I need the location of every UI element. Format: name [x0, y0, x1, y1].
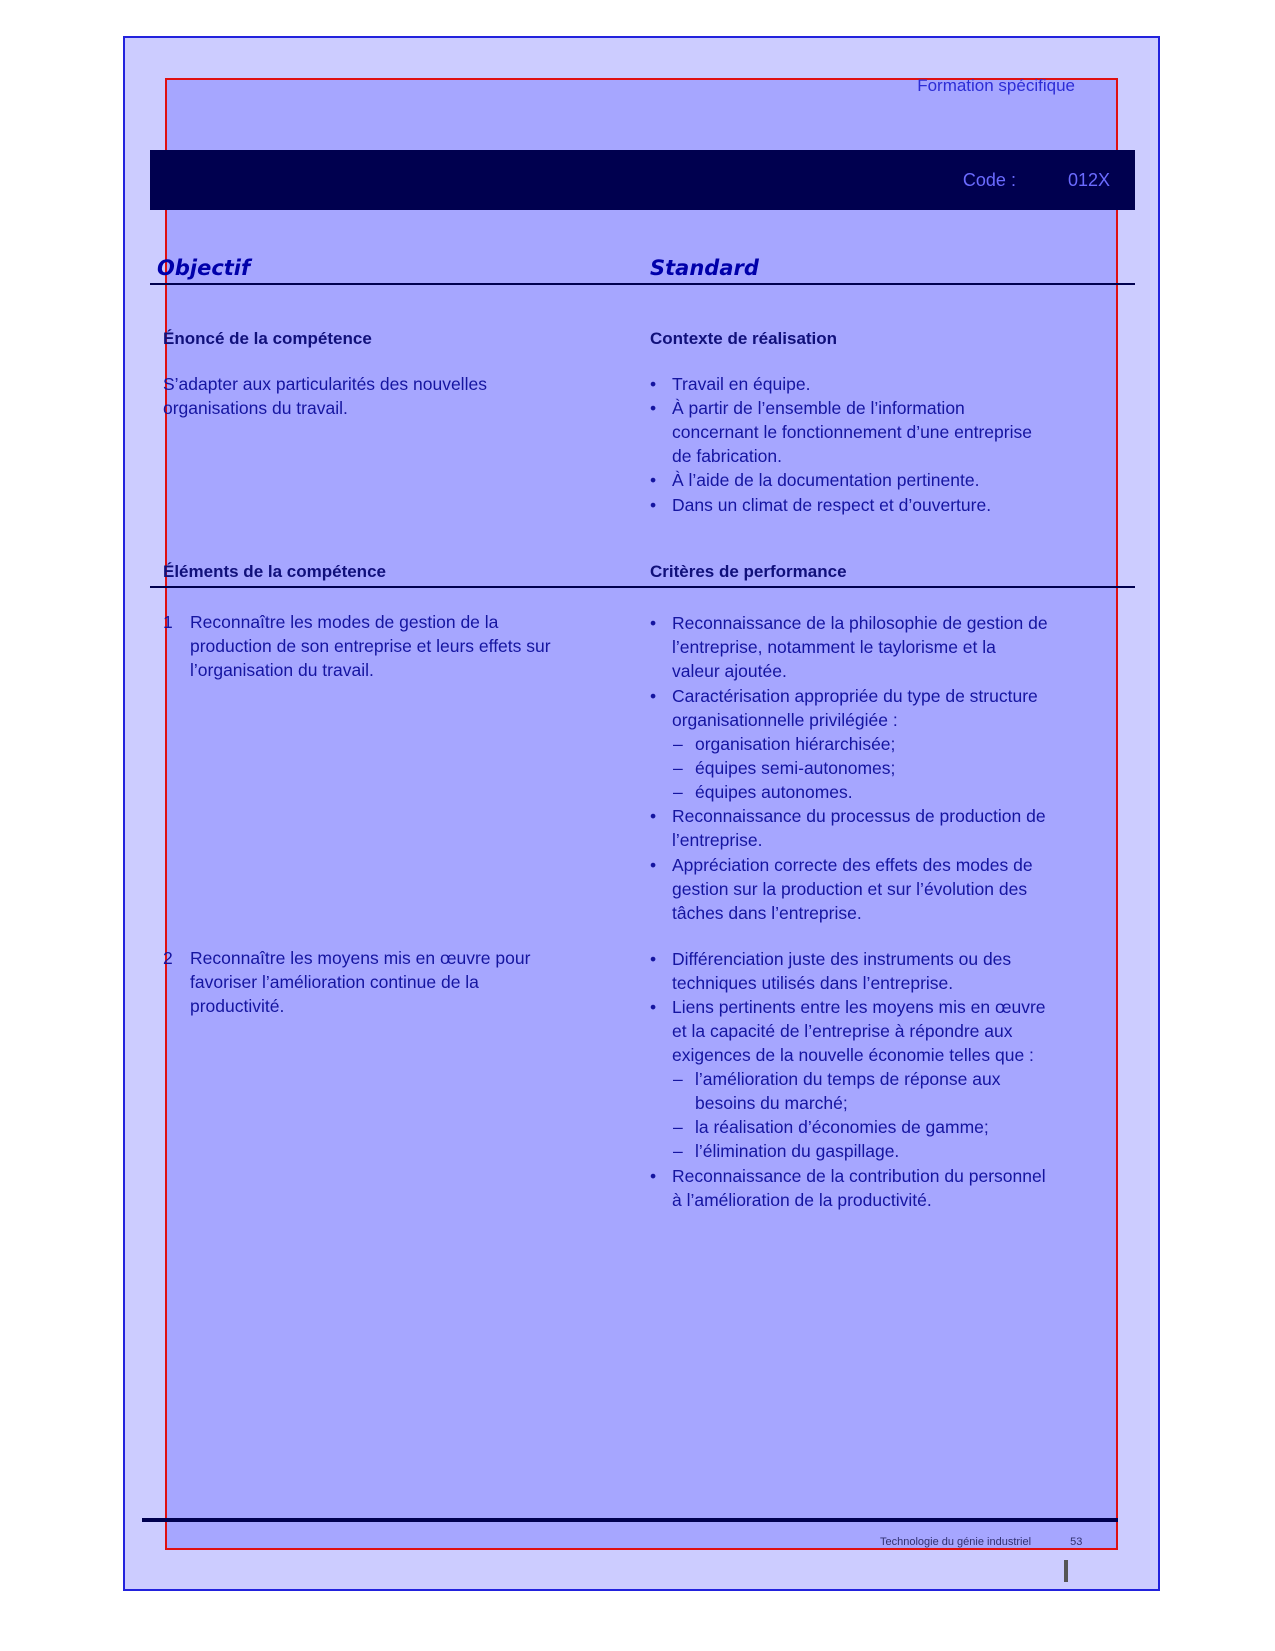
element-number: 2	[163, 948, 173, 968]
element-2	[163, 946, 530, 1018]
item-line: organisation hiérarchisée;	[695, 734, 896, 754]
divider-top	[150, 283, 1135, 285]
item-line: et la capacité de l’entreprise à répondre aux	[672, 1021, 1013, 1041]
dash-marker: –	[673, 1069, 683, 1089]
dash-item	[673, 780, 853, 804]
bullet-marker: •	[650, 398, 657, 418]
item-line: de fabrication.	[672, 446, 782, 466]
bullet-item	[650, 804, 1046, 852]
bullet-marker: •	[650, 949, 657, 969]
section2-left-heading: Éléments de la compétence	[163, 562, 386, 581]
divider-middle	[150, 586, 1135, 588]
item-line: gestion sur la production et sur l’évolution des	[672, 879, 1028, 899]
bullet-item	[650, 853, 1033, 925]
bullet-item	[650, 684, 1038, 732]
competence-statement	[163, 372, 487, 420]
bullet-item	[650, 493, 992, 517]
bullet-item	[650, 995, 1046, 1067]
item-line: organisationnelle privilégiée :	[672, 710, 898, 730]
item-line: exigences de la nouvelle économie telles que :	[672, 1045, 1034, 1065]
dash-item	[673, 1139, 900, 1163]
footer	[880, 1536, 1082, 1548]
section2-right-heading: Critères de performance	[650, 562, 847, 581]
item-line: Travail en équipe.	[672, 374, 811, 394]
item-line: la réalisation d’économies de gamme;	[695, 1117, 989, 1137]
bullet-item	[650, 1164, 1046, 1212]
bullet-marker: •	[650, 374, 657, 394]
item-line: Reconnaissance de la philosophie de gestion de	[672, 613, 1048, 633]
element-line: production de son entreprise et leurs effets sur	[190, 636, 551, 656]
element-1	[163, 610, 551, 682]
section1-left-heading: Énoncé de la compétence	[163, 329, 372, 348]
item-line: l’entreprise, notamment le taylorisme et la	[672, 637, 996, 657]
item-line: À partir de l’ensemble de l’information	[672, 398, 965, 418]
item-line: tâches dans l’entreprise.	[672, 903, 862, 923]
column-heading-objectif: Objectif	[157, 256, 251, 280]
column-heading-standard: Standard	[650, 256, 759, 280]
dash-item	[673, 732, 896, 756]
item-line: Liens pertinents entre les moyens mis en œuvre	[672, 997, 1046, 1017]
section1-right-heading: Contexte de réalisation	[650, 329, 838, 348]
item-line: À l’aide de la documentation pertinente.	[672, 470, 980, 490]
element-number: 1	[163, 612, 173, 632]
element-line: Reconnaître les modes de gestion de la	[190, 612, 499, 632]
code-value: 012X	[1067, 170, 1110, 190]
dash-marker: –	[673, 1117, 683, 1137]
item-line: Appréciation correcte des effets des modes de	[672, 855, 1033, 875]
item-line: Reconnaissance de la contribution du personnel	[672, 1166, 1046, 1186]
bullet-marker: •	[650, 806, 657, 826]
page-mark	[1064, 1560, 1068, 1582]
item-line: Dans un climat de respect et d’ouverture.	[672, 495, 992, 515]
item-line: l’amélioration du temps de réponse aux	[695, 1069, 1001, 1089]
dash-marker: –	[673, 1141, 683, 1161]
bullet-marker: •	[650, 855, 657, 875]
bullet-item	[650, 372, 811, 396]
bullet-item	[650, 396, 1032, 468]
code-label-text: Code :	[962, 170, 1016, 190]
dash-item	[673, 1067, 1001, 1115]
bullet-marker: •	[650, 613, 657, 633]
item-line: l’entreprise.	[672, 830, 763, 850]
code-label	[963, 170, 1110, 191]
dash-item	[673, 1115, 989, 1139]
page-number: 53	[1070, 1536, 1083, 1548]
item-line: techniques utilisés dans l’entreprise.	[672, 973, 954, 993]
item-line: concernant le fonctionnement d’une entreprise	[672, 422, 1032, 442]
bullet-item	[650, 947, 1012, 995]
element-line: l’organisation du travail.	[190, 660, 374, 680]
item-line: équipes semi-autonomes;	[695, 758, 896, 778]
bullet-marker: •	[650, 495, 657, 515]
element-line: Reconnaître les moyens mis en œuvre pour	[190, 948, 531, 968]
item-line: équipes autonomes.	[695, 782, 853, 802]
dash-marker: –	[673, 782, 683, 802]
footer-rule	[142, 1518, 1118, 1522]
item-line: à l’amélioration de la productivité.	[672, 1190, 932, 1210]
item-line: Caractérisation appropriée du type de structure	[672, 686, 1038, 706]
bullet-marker: •	[650, 470, 657, 490]
item-line: Différenciation juste des instruments ou des	[672, 949, 1012, 969]
statement-line: organisations du travail.	[163, 398, 348, 418]
item-line: Reconnaissance du processus de production de	[672, 806, 1046, 826]
dash-marker: –	[673, 734, 683, 754]
bullet-marker: •	[650, 997, 657, 1017]
item-line: valeur ajoutée.	[672, 661, 787, 681]
element-line: productivité.	[190, 996, 285, 1016]
dash-item	[673, 756, 896, 780]
bullet-marker: •	[650, 686, 657, 706]
footer-text: Technologie du génie industriel	[880, 1536, 1032, 1548]
statement-line: S’adapter aux particularités des nouvelles	[163, 374, 487, 394]
element-line: favoriser l’amélioration continue de la	[190, 972, 479, 992]
bullet-item	[650, 611, 1048, 683]
bullet-item	[650, 468, 980, 492]
item-line: besoins du marché;	[695, 1093, 848, 1113]
dash-marker: –	[673, 758, 683, 778]
item-line: l’élimination du gaspillage.	[695, 1141, 900, 1161]
bullet-marker: •	[650, 1166, 657, 1186]
program-title: Formation spécifique	[917, 76, 1075, 95]
